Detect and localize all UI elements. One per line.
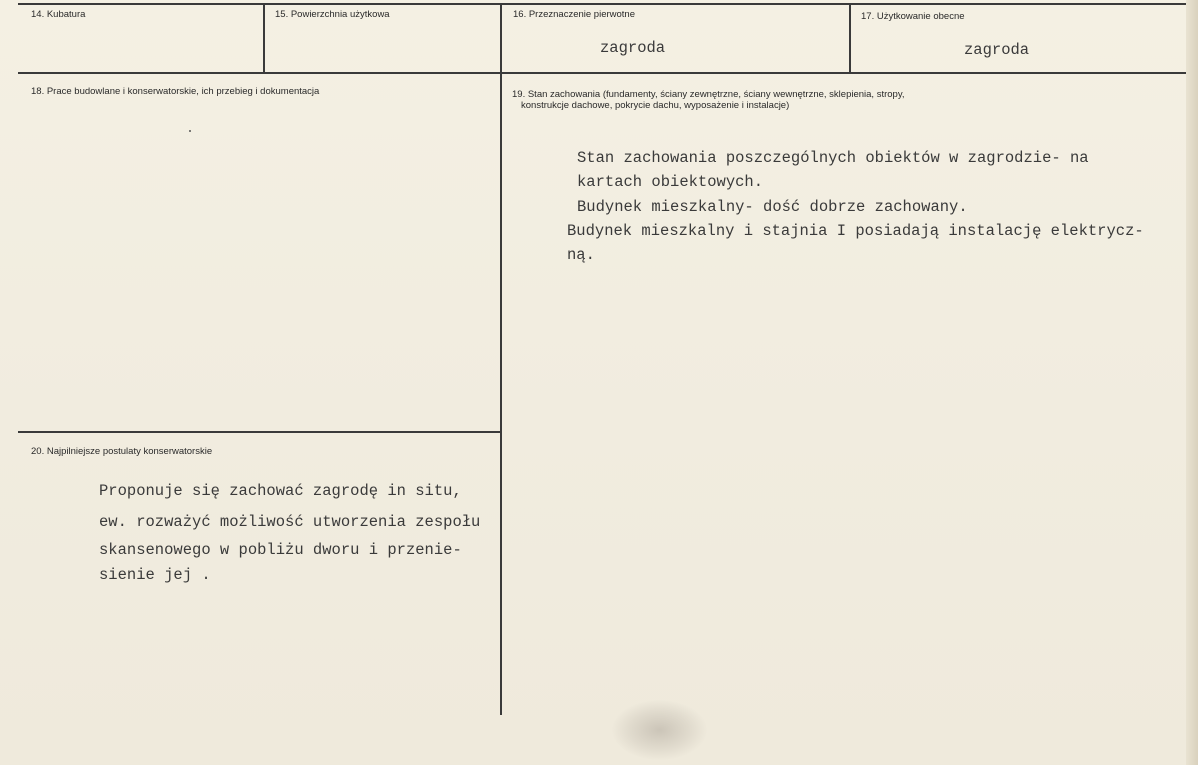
field-15-label: 15. Powierzchnia użytkowa — [275, 9, 390, 20]
field-20-line-3: skansenowego w pobliżu dworu i przenie- — [99, 541, 462, 559]
field-14-label: 14. Kubatura — [31, 9, 86, 20]
field-18-label: 18. Prace budowlane i konserwatorskie, ich przebieg i dokumentacja — [31, 86, 320, 97]
stray-mark — [189, 130, 191, 132]
field-19-line-5: ną. — [567, 246, 595, 264]
field-19-line-3: Budynek mieszkalny- dość dobrze zachowany. — [577, 198, 968, 216]
col-divider-main — [500, 3, 502, 715]
field-19-line-4: Budynek mieszkalny i stajnia I posiadają instalację elektrycz- — [567, 222, 1144, 240]
field-16-label: 16. Przeznaczenie pierwotne — [513, 9, 635, 20]
field-20-line-2: ew. rozważyć możliwość utworzenia zespołu — [99, 513, 481, 531]
row-divider-2 — [18, 431, 502, 433]
field-20-label: 20. Najpilniejsze postulaty konserwatorskie — [31, 446, 213, 457]
field-19-label-line2: konstrukcje dachowe, pokrycie dachu, wyposażenie i instalacje) — [521, 100, 790, 111]
field-19-line-1: Stan zachowania poszczególnych obiektów w zagrodzie- na — [577, 149, 1089, 167]
top-rule — [18, 3, 1186, 5]
field-20-line-4: sienie jej . — [99, 566, 211, 584]
field-17-label: 17. Użytkowanie obecne — [861, 11, 965, 22]
row-divider-1 — [18, 72, 1186, 74]
col-divider-14-15 — [263, 3, 265, 73]
ink-smudge — [612, 700, 707, 760]
field-19-line-2: kartach obiektowych. — [577, 173, 764, 191]
field-17-value: zagroda — [964, 41, 1030, 59]
col-divider-16-17 — [849, 3, 851, 73]
card-edge — [1186, 0, 1198, 765]
field-19-label-line1: 19. Stan zachowania (fundamenty, ściany zewnętrzne, ściany wewnętrzne, sklepienia, stropy, — [512, 89, 905, 100]
field-20-line-1: Proponuje się zachować zagrodę in situ, — [99, 482, 462, 500]
field-16-value: zagroda — [600, 39, 666, 57]
